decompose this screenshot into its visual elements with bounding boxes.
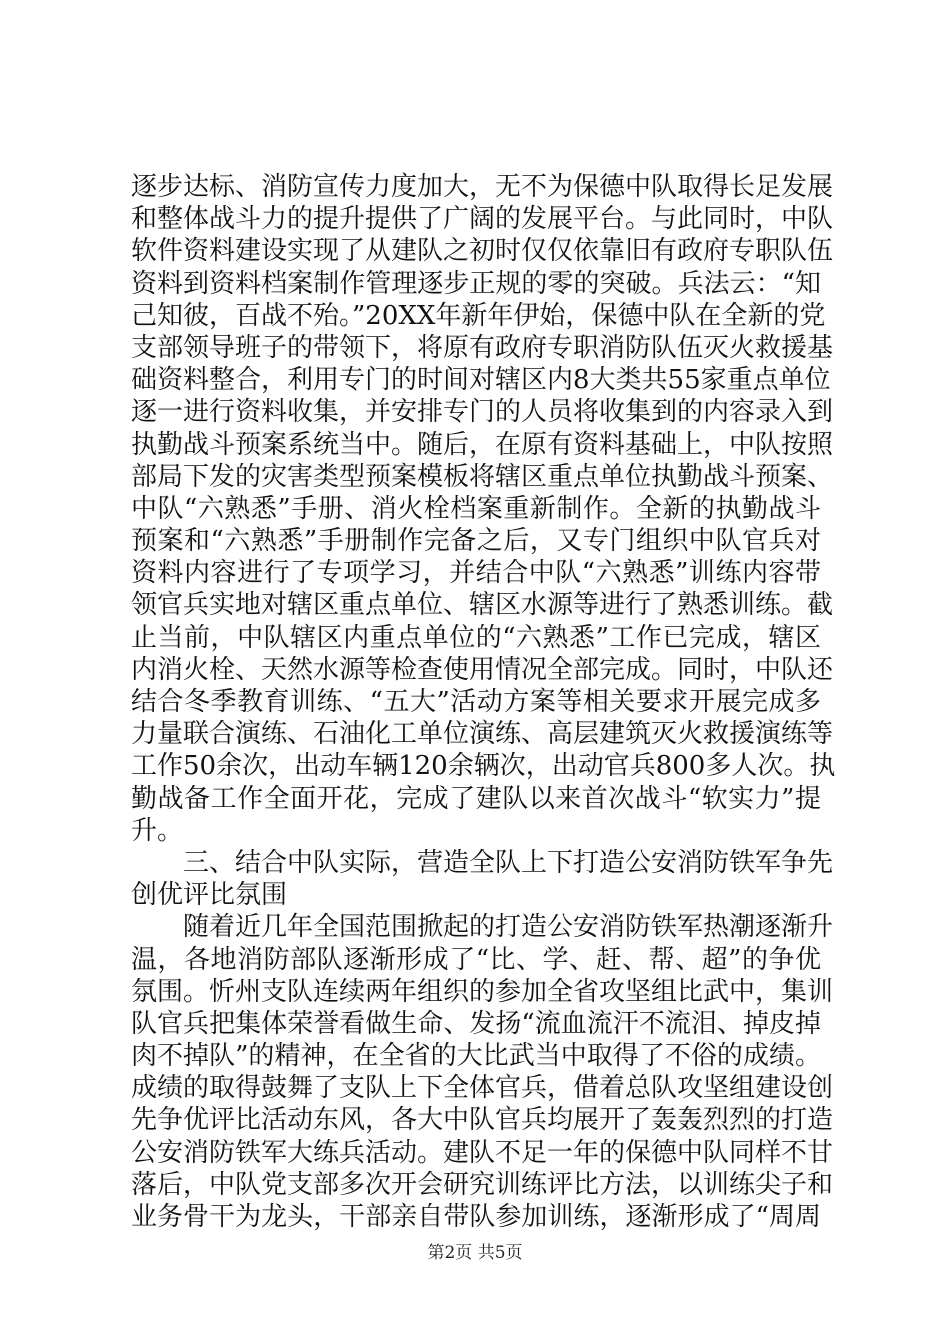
- text-line: 升。: [131, 815, 184, 846]
- text-line: 己知彼，百战不殆。”20XX年新年伊始，保德中队在全新的党: [131, 300, 826, 331]
- text-line: 和整体战斗力的提升提供了广阔的发展平台。与此同时，中队: [131, 204, 834, 235]
- document-body: [131, 171, 836, 1233]
- text-line: 力量联合演练、石油化工单位演练、高层建筑灭火救援演练等: [131, 719, 834, 750]
- text-line: 止当前，中队辖区内重点单位的“六熟悉”工作已完成，辖区: [131, 622, 821, 653]
- text-line: 资料到资料档案制作管理逐步正规的零的突破。兵法云：“知: [131, 268, 821, 299]
- text-line: 先争优评比活动东风，各大中队官兵均展开了轰轰烈烈的打造: [131, 1105, 834, 1136]
- text-line: 领官兵实地对辖区重点单位、辖区水源等进行了熟悉训练。截: [131, 590, 834, 621]
- text-line: 三、结合中队实际，营造全队上下打造公安消防铁军争先: [131, 847, 834, 878]
- text-line: 资料内容进行了专项学习，并结合中队“六熟悉”训练内容带: [131, 558, 821, 589]
- text-line: 勤战备工作全面开花，完成了建队以来首次战斗“软实力”提: [131, 783, 821, 814]
- text-line: 中队“六熟悉”手册、消火栓档案重新制作。全新的执勤战斗: [131, 493, 821, 524]
- text-line: 执勤战斗预案系统当中。随后，在原有资料基础上，中队按照: [131, 429, 834, 460]
- text-line: 支部领导班子的带领下，将原有政府专职消防队伍灭火救援基: [131, 332, 834, 363]
- text-line: 队官兵把集体荣誉看做生命、发扬“流血流汗不流泪、掉皮掉: [131, 1008, 821, 1039]
- text-line: 落后，中队党支部多次开会研究训练评比方法，以训练尖子和: [131, 1169, 834, 1200]
- page-footer: 第2页 共5页: [427, 1243, 523, 1263]
- text-line: 成绩的取得鼓舞了支队上下全体官兵，借着总队攻坚组建设创: [131, 1073, 834, 1104]
- text-line: 工作50余次，出动车辆120余辆次，出动官兵800多人次。执: [131, 751, 836, 782]
- text-line: 创优评比氛围: [131, 880, 288, 911]
- text-line: 部局下发的灾害类型预案模板将辖区重点单位执勤战斗预案、: [131, 461, 834, 492]
- text-line: 结合冬季教育训练、“五大”活动方案等相关要求开展完成多: [131, 687, 821, 717]
- text-line: 逐步达标、消防宣传力度加大，无不为保德中队取得长足发展: [131, 172, 834, 202]
- text-line: 逐一进行资料收集，并安排专门的人员将收集到的内容录入到: [131, 397, 834, 428]
- text-line: 温，各地消防部队逐渐形成了“比、学、赶、帮、超”的争优: [131, 944, 821, 975]
- text-line: 肉不掉队”的精神，在全省的大比武当中取得了不俗的成绩。: [131, 1041, 821, 1072]
- text-line: 业务骨干为龙头，干部亲自带队参加训练，逐渐形成了“周周: [131, 1202, 821, 1232]
- text-line: 预案和“六熟悉”手册制作完备之后，又专门组织中队官兵对: [131, 526, 821, 557]
- text-line: 础资料整合，利用专门的时间对辖区内8大类共55家重点单位: [131, 365, 831, 396]
- text-line: 软件资料建设实现了从建队之初时仅仅依靠旧有政府专职队伍: [131, 236, 834, 267]
- text-line: 氛围。忻州支队连续两年组织的参加全省攻坚组比武中，集训: [131, 976, 834, 1007]
- text-line: 公安消防铁军大练兵活动。建队不足一年的保德中队同样不甘: [131, 1137, 834, 1168]
- text-line: 随着近几年全国范围掀起的打造公安消防铁军热潮逐渐升: [131, 912, 834, 943]
- text-line: 内消火栓、天然水源等检查使用情况全部完成。同时，中队还: [131, 654, 834, 685]
